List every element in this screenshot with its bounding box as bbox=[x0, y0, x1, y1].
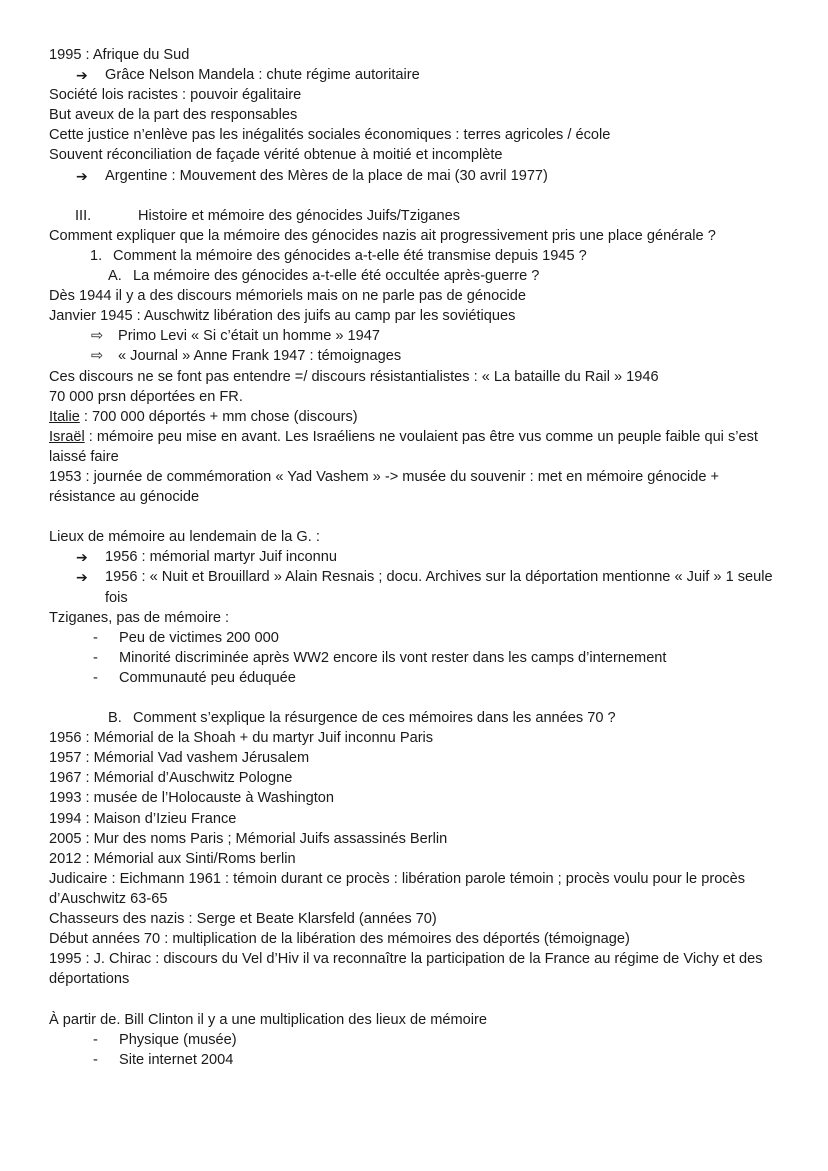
text-line: 1953 : journée de commémoration « Yad Vashem » -> musée du souvenir : met en mémoire génocide + résistance au génocide bbox=[49, 468, 724, 506]
text-line: Dès 1944 il y a des discours mémoriels mais on ne parle pas de génocide bbox=[49, 288, 526, 305]
underlined-term: Israël bbox=[49, 428, 85, 445]
dash-bullet-item bbox=[93, 668, 780, 688]
text-line: Souvent réconciliation de façade vérité obtenue à moitié et incomplète bbox=[49, 147, 503, 164]
heading-roman-iii bbox=[75, 206, 780, 226]
bullet-text: Grâce Nelson Mandela : chute régime autoritaire bbox=[105, 67, 420, 84]
underlined-term: Italie bbox=[49, 408, 80, 425]
dash-bullet-item bbox=[93, 648, 780, 668]
dash-icon: - bbox=[93, 649, 98, 666]
text-line: Tziganes, pas de mémoire : bbox=[49, 609, 230, 626]
bullet-text: Argentine : Mouvement des Mères de la place de mai (30 avril 1977) bbox=[105, 167, 548, 184]
heading-lettered-b bbox=[108, 708, 780, 728]
text-line: But aveux de la part des responsables bbox=[49, 107, 298, 124]
bullet-text: « Journal » Anne Frank 1947 : témoignages bbox=[118, 348, 402, 365]
heading-number-text: Comment la mémoire des génocides a-t-elle été transmise depuis 1945 ? bbox=[113, 247, 587, 264]
bullet-text: 1956 : mémorial martyr Juif inconnu bbox=[105, 549, 337, 566]
text-remainder: : 700 000 déportés + mm chose (discours) bbox=[79, 408, 358, 425]
text-line: Judicaire : Eichmann 1961 : témoin durant ce procès : libération parole témoin ; procès voulu pour le procès d’Auschwitz 63-65 bbox=[49, 870, 758, 907]
text-line: 1993 : musée de l’Holocauste à Washington bbox=[49, 790, 335, 807]
text-remainder: : mémoire peu mise en avant. Les Israéliens ne voulaient pas être vus comme un peuple faible qui s’est laissé faire bbox=[49, 428, 763, 465]
text-line: Cette justice n’enlève pas les inégalités sociales économiques : terres agricoles / école bbox=[49, 127, 611, 144]
heading-letter-text: La mémoire des génocides a-t-elle été occultée après-guerre ? bbox=[133, 268, 540, 285]
heading-letter-text: Comment s’explique la résurgence de ces mémoires dans les années 70 ? bbox=[133, 710, 616, 727]
text-line: Comment expliquer que la mémoire des génocides nazis ait progressivement pris une place générale ? bbox=[49, 227, 716, 244]
text-line: Lieux de mémoire au lendemain de la G. : bbox=[49, 529, 320, 546]
text-line: 2005 : Mur des noms Paris ; Mémorial Juifs assassinés Berlin bbox=[49, 830, 448, 847]
bullet-text: Site internet 2004 bbox=[119, 1051, 234, 1068]
dash-bullet-item bbox=[93, 1030, 780, 1050]
text-line: À partir de. Bill Clinton il y a une multiplication des lieux de mémoire bbox=[49, 1011, 488, 1028]
heading-letter-label: A. bbox=[108, 268, 122, 285]
text-line: Chasseurs des nazis : Serge et Beate Klarsfeld (années 70) bbox=[49, 911, 437, 928]
dash-bullet-item bbox=[93, 628, 780, 648]
text-line: Ces discours ne se font pas entendre =/ discours résistantialistes : « La bataille du Rail » 1946 bbox=[49, 368, 659, 385]
bullet-text: Communauté peu éduquée bbox=[119, 669, 296, 686]
text-line: Société lois racistes : pouvoir égalitaire bbox=[49, 87, 302, 104]
heading-roman-text: Histoire et mémoire des génocides Juifs/Tziganes bbox=[138, 207, 461, 224]
heading-number-label: 1. bbox=[90, 247, 103, 264]
text-line-israel bbox=[49, 427, 780, 467]
heading-lettered-a bbox=[108, 266, 780, 286]
blank-line bbox=[49, 186, 780, 206]
bullet-text: Minorité discriminée après WW2 encore ils vont rester dans les camps d’internement bbox=[119, 649, 667, 666]
arrow-bullet-item bbox=[76, 65, 780, 85]
dash-bullet-item bbox=[93, 1050, 780, 1070]
bullet-text: Peu de victimes 200 000 bbox=[119, 629, 279, 646]
text-line: 1957 : Mémorial Vad vashem Jérusalem bbox=[49, 750, 310, 767]
document-body bbox=[49, 45, 780, 1070]
hollow-arrow-bullet-item bbox=[91, 346, 780, 366]
text-line-italie bbox=[49, 407, 780, 427]
blank-line bbox=[49, 507, 780, 527]
text-line: 2012 : Mémorial aux Sinti/Roms berlin bbox=[49, 850, 296, 867]
bullet-text: 1956 : « Nuit et Brouillard » Alain Resnais ; docu. Archives sur la déportation mentionne « Juif » 1 seule fois bbox=[105, 569, 777, 606]
heading-roman-label: III. bbox=[75, 207, 92, 224]
bullet-text: Primo Levi « Si c’était un homme » 1947 bbox=[118, 328, 381, 345]
hollow-arrow-icon: ⇨ bbox=[91, 348, 104, 365]
arrow-bullet-item bbox=[76, 547, 780, 567]
dash-icon: - bbox=[93, 1031, 98, 1048]
text-line: 1995 : J. Chirac : discours du Vel d’Hiv il va reconnaître la participation de la France au régime de Vichy et des déportations bbox=[49, 951, 767, 988]
dash-icon: - bbox=[93, 1051, 98, 1068]
solid-arrow-icon: ➔ bbox=[76, 549, 88, 566]
text-line: 1995 : Afrique du Sud bbox=[49, 47, 190, 63]
dash-icon: - bbox=[93, 669, 98, 686]
blank-line bbox=[49, 989, 780, 1009]
text-line: Début années 70 : multiplication de la libération des mémoires des déportés (témoignage) bbox=[49, 931, 630, 948]
heading-letter-label: B. bbox=[108, 710, 122, 727]
arrow-bullet-item bbox=[76, 166, 780, 186]
text-line: Janvier 1945 : Auschwitz libération des juifs au camp par les soviétiques bbox=[49, 308, 516, 325]
blank-line bbox=[49, 688, 780, 708]
text-line: 1956 : Mémorial de la Shoah + du martyr Juif inconnu Paris bbox=[49, 730, 434, 747]
text-line: 1994 : Maison d’Izieu France bbox=[49, 810, 237, 827]
arrow-bullet-item bbox=[76, 567, 780, 607]
text-line: 1967 : Mémorial d’Auschwitz Pologne bbox=[49, 770, 293, 787]
dash-icon: - bbox=[93, 629, 98, 646]
heading-numbered-1 bbox=[90, 246, 780, 266]
solid-arrow-icon: ➔ bbox=[76, 167, 88, 184]
solid-arrow-icon: ➔ bbox=[76, 569, 88, 586]
hollow-arrow-bullet-item bbox=[91, 326, 780, 346]
hollow-arrow-icon: ⇨ bbox=[91, 328, 104, 345]
bullet-text: Physique (musée) bbox=[119, 1031, 237, 1048]
solid-arrow-icon: ➔ bbox=[76, 67, 88, 84]
text-line: 70 000 prsn déportées en FR. bbox=[49, 388, 243, 405]
